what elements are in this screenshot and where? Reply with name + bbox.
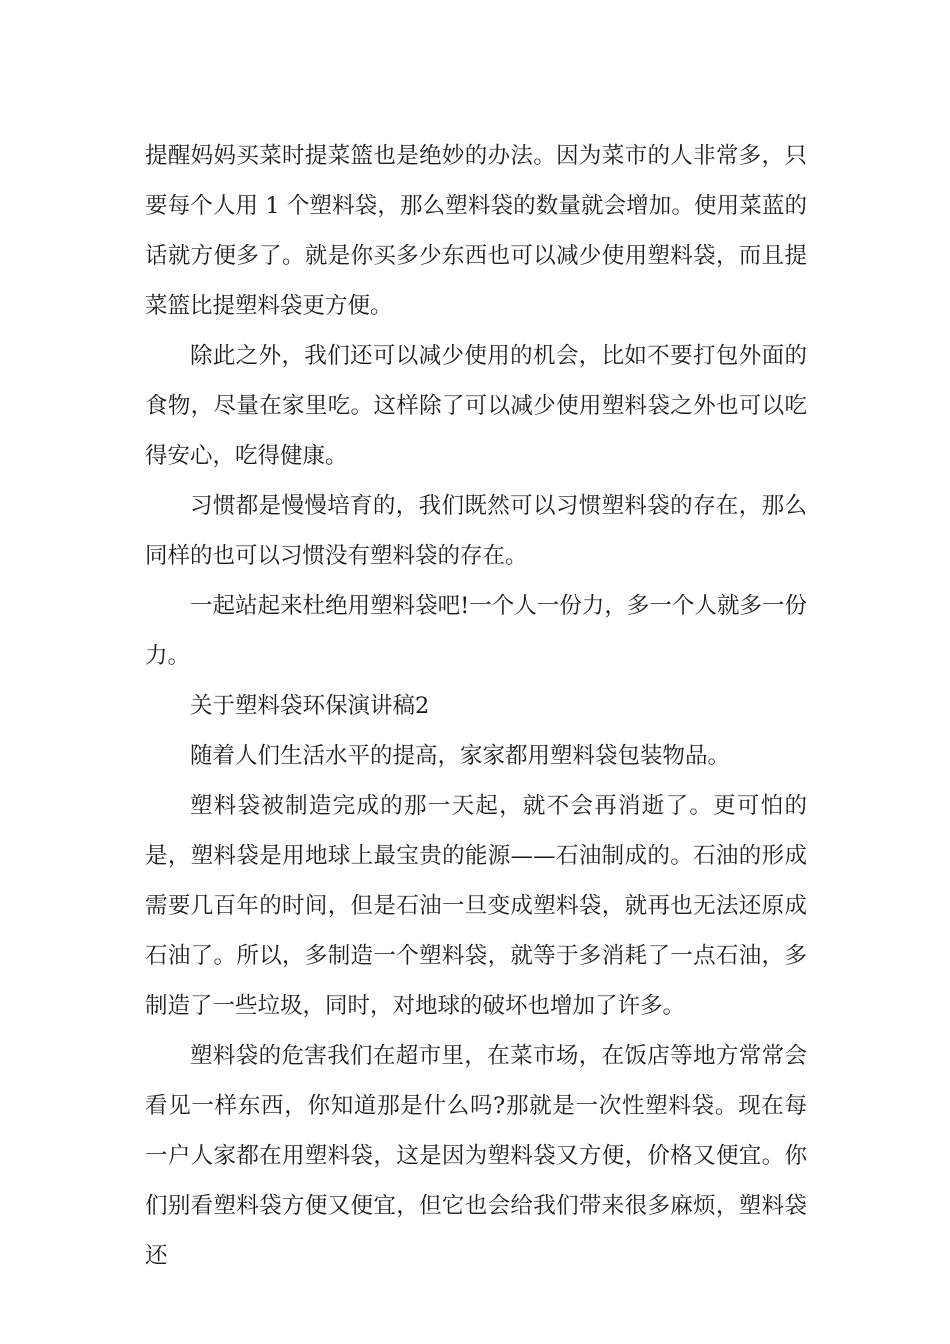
paragraph-4: 一起站起来杜绝用塑料袋吧!一个人一份力，多一个人就多一份力。: [145, 593, 807, 669]
paragraph-3: 习惯都是慢慢培育的，我们既然可以习惯塑料袋的存在，那么同样的也可以习惯没有塑料袋的存在。: [145, 493, 807, 569]
document-body: [145, 131, 807, 1281]
paragraph-7: 塑料袋的危害我们在超市里，在菜市场，在饭店等地方常常会看见一样东西，你知道那是什么吗?那就是一次性塑料袋。现在每一户人家都在用塑料袋，这是因为塑料袋又方便，价格又便宜。你们别看塑料袋方便又便宜，但它也会给我们带来很多麻烦，塑料袋还: [145, 1043, 807, 1269]
section-heading: 关于塑料袋环保演讲稿2: [190, 693, 430, 719]
paragraph-5: 随着人们生活水平的提高，家家都用塑料袋包装物品。: [190, 743, 731, 769]
paragraph-1: 提醒妈妈买菜时提菜篮也是绝妙的办法。因为菜市的人非常多，只要每个人用 1 个塑料袋，那么塑料袋的数量就会增加。使用菜蓝的话就方便多了。就是你买多少东西也可以减少使用塑料袋，而且提菜篮比提塑料袋更方便。: [145, 143, 807, 319]
paragraph-2: 除此之外，我们还可以减少使用的机会，比如不要打包外面的食物，尽量在家里吃。这样除了可以减少使用塑料袋之外也可以吃得安心，吃得健康。: [145, 343, 807, 469]
paragraph-6: 塑料袋被制造完成的那一天起，就不会再消逝了。更可怕的是，塑料袋是用地球上最宝贵的能源——石油制成的。石油的形成需要几百年的时间，但是石油一旦变成塑料袋，就再也无法还原成石油了。所以，多制造一个塑料袋，就等于多消耗了一点石油，多制造了一些垃圾，同时，对地球的破坏也增加了许多。: [145, 793, 807, 1019]
